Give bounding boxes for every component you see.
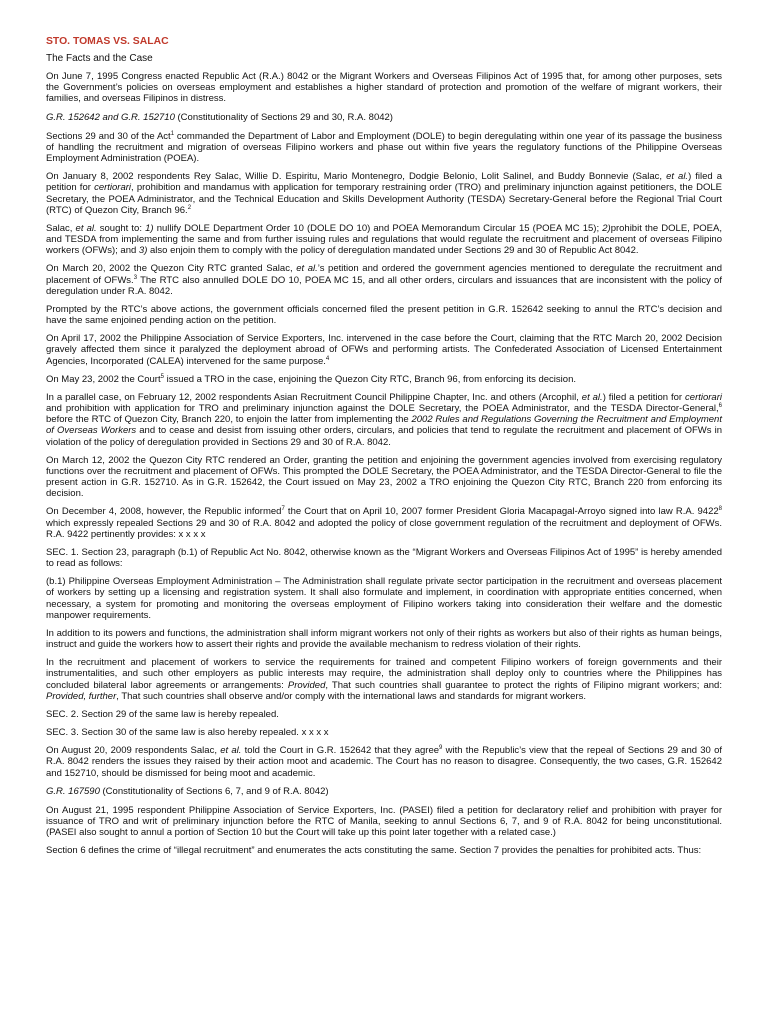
footnote-ref: 2 xyxy=(187,204,192,211)
paragraph-3: Sections 29 and 30 of the Act$^1$ commanded the Department of Labor and Employment (DOLE) to begin deregulating within one year of its passage the business of handling the recruitment and migration of overseas Filipino workers and phase out within five years the regulatory functions of the Philippine Overseas Employment Administration (POEA). xyxy=(46,130,723,165)
case-number: G.R. 152642 and G.R. 152710 xyxy=(46,111,175,123)
paragraph-13: SEC. 1. Section 23, paragraph (b.1) of Republic Act No. 8042, otherwise known as the “Migrant Workers and Overseas Filipinos Act of 1995” is hereby amended to read as follows: xyxy=(46,546,722,570)
paragraph-8: On April 17, 2002 the Philippine Association of Service Exporters, Inc. intervened in the case before the Court, claiming that the RTC March 20, 2002 Decision gravely affected them since it paralyzed the deployment abroad of OFWs and performing artists. The Confederated Association of Licensed Entertainment Agencies, Incorporated (CALEA) intervened for the same purpose.$^4$ xyxy=(46,333,722,367)
paragraph-4: On January 8, 2002 respondents Rey Salac, Willie D. Espiritu, Mario Montenegro, Dodgie Belonio, Lolit Salinel, and Buddy Bonnevie (Salac, et al.) filed a petition for certiorari, prohibition and mandamus with application for temporary restraining order (TRO) and preliminary injunction against petitioners, the DOLE Secretary, the POEA Administrator, and the Technical Education and Skills Development Authority (TESDA) Secretary-General before the Regional Trial Court (RTC) of Quezon City, Branch 96.$^2$ xyxy=(46,171,722,216)
case-reference-2: G.R. 167590 (Constitutionality of Sections 6, 7, and 9 of R.A. 8042) xyxy=(46,785,329,797)
footnote-ref: 3 xyxy=(133,274,138,281)
document-title: STO. TOMAS VS. SALAC xyxy=(46,36,169,47)
paragraph-12: On December 4, 2008, however, the Republic informed$^7$ the Court that on April 10, 2007 former President Gloria Macapagal-Arroyo signed into law R.A. 9422$^8$ which expressly repealed Sections 29 and 30 of R.A. 8042 and adopted the policy of close government regulation of the recruitment and deployment of OFWs. R.A. 9422 pertinently provides: x x x x xyxy=(46,506,722,540)
paragraph-11: On March 12, 2002 the Quezon City RTC rendered an Order, granting the petition and enjoining the government agencies involved from exercising regulatory functions over the recruitment and placement of OFWs. This prompted the DOLE Secretary, the POEA Administrator, and the TESDA Director-General to file the present action in G.R. 152710. As in G.R. 152642, the Court issued on May 23, 2002 a TRO enjoining the Quezon City RTC, Branch 220 from enforcing its decision. xyxy=(46,454,722,500)
footnote-ref: 9 xyxy=(439,744,443,751)
footnote-ref: 7 xyxy=(281,506,285,513)
paragraph-15: In addition to its powers and functions, the administration shall inform migrant workers not only of their rights as workers but also of their rights as human beings, instruct and guide the workers how to assert their rights and provide the available mechanism to redress violation of their rights. xyxy=(46,627,722,651)
case-number: G.R. 167590 xyxy=(46,785,100,797)
paragraph-6: On March 20, 2002 the Quezon City RTC granted Salac, et al.’s petition and ordered the government agencies mentioned to deregulate the recruitment and placement of OFWs.$^3$ The RTC also annulled DOLE DO 10, POEA MC 15, and all other orders, circulars and issuances that are inconsistent with the policy of deregulation under R.A. 8042. xyxy=(46,263,722,297)
paragraph-5: Salac, et al. sought to: 1) nullify DOLE Department Order 10 (DOLE DO 10) and POEA Memorandum Circular 15 (POEA MC 15); 2)prohibit the DOLE, POEA, and TESDA from implementing the same and from further issuing rules and regulations that would regulate the recruitment and placement of overseas Filipino workers (OFWs); and 3) also enjoin them to comply with the policy of deregulation mandated under Sections 29 and 30 of Republic Act 8042. xyxy=(46,222,722,257)
footnote-ref: 4 xyxy=(325,355,330,362)
paragraph-7: Prompted by the RTC’s above actions, the government officials concerned filed the present petition in G.R. 152642 seeking to annul the RTC’s decision and have the same enjoined pending action on the petition. xyxy=(46,303,722,327)
footnote-ref: 8 xyxy=(718,506,722,513)
paragraph-9: On May 23, 2002 the Court$^5$ issued a TRO in the case, enjoining the Quezon City RTC, Branch 96, from enforcing its decision. xyxy=(46,373,576,385)
footnote-ref: 5 xyxy=(160,373,164,380)
case-reference-1: G.R. 152642 and G.R. 152710 (Constitutionality of Sections 29 and 30, R.A. 8042) xyxy=(46,111,393,123)
footnote-ref: 1 xyxy=(170,130,175,137)
paragraph-1: On June 7, 1995 Congress enacted Republic Act (R.A.) 8042 or the Migrant Workers and Overseas Filipinos Act of 1995 that, for among other purposes, sets the Government’s policies on overseas employment and establishes a higher standard of protection and promotion of the welfare of migrant workers, their families, and overseas Filipinos in distress. xyxy=(46,71,722,105)
section-heading: The Facts and the Case xyxy=(46,53,153,64)
paragraph-22: Section 6 defines the crime of “illegal recruitment” and enumerates the acts constituting the same. Section 7 provides the penalties for prohibited acts. Thus: xyxy=(46,845,702,857)
paragraph-21: On August 21, 1995 respondent Philippine Association of Service Exporters, Inc. (PASEI) filed a petition for declaratory relief and prohibition with prayer for issuance of TRO and writ of preliminary injunction before the RTC of Manila, seeking to annul Sections 6, 7, and 9 of R.A. 8042 for being unconstitutional. (PASEI also sought to annul a portion of Section 10 but the Court will take up this point later together with a related case.) xyxy=(46,804,722,839)
paragraph-17: SEC. 2. Section 29 of the same law is hereby repealed. xyxy=(46,708,279,720)
paragraph-16: In the recruitment and placement of workers to service the requirements for trained and competent Filipino workers of foreign governments and their instrumentalities, and such other employers as public interests may require, the administration shall deploy only to countries where the Philippines has concluded bilateral labor agreements or arrangements: Provided, That such countries shall guarantee to protect the rights of Filipino migrant workers; and: Provided, further, That such countries shall observe and/or comply with the international laws and standards for migrant workers. xyxy=(46,657,722,702)
footnote-ref: 6 xyxy=(718,402,722,409)
paragraph-10: In a parallel case, on February 12, 2002 respondents Asian Recruitment Council Philippine Chapter, Inc. and others (Arcophil, et al.) filed a petition for certiorari and prohibition with application for TRO and preliminary injunction against the DOLE Secretary, the POEA Administrator, and the TESDA Director-General,$^6$ before the RTC of Quezon City, Branch 220, to enjoin the latter from implementing the 2002 Rules and Regulations Governing the Recruitment and Employment of Overseas Workers and to cease and desist from issuing other orders, circulars, and policies that tend to regulate the recruitment and placement of OFWs in violation of the policy of deregulation provided in Sections 29 and 30 of R.A. 8042. xyxy=(46,391,722,448)
paragraph-14: (b.1) Philippine Overseas Employment Administration – The Administration shall regulate private sector participation in the recruitment and overseas placement of workers by setting up a licensing and registration system. It shall also formulate and implement, in coordination with appropriate entities concerned, when necessary, a system for promoting and monitoring the overseas employment of Filipino workers taking into consideration their welfare and the domestic manpower requirements. xyxy=(46,576,722,621)
paragraph-19: On August 20, 2009 respondents Salac, et al. told the Court in G.R. 152642 that they agree$^9$ with the Republic’s view that the repeal of Sections 29 and 30 of R.A. 8042 renders the issues they raised by their action moot and academic. The Court has no reason to disagree. Consequently, the two cases, G.R. 152642 and 152710, should be dismissed for being moot and academic. xyxy=(46,744,722,779)
paragraph-18: SEC. 3. Section 30 of the same law is also hereby repealed. x x x x xyxy=(46,727,329,738)
